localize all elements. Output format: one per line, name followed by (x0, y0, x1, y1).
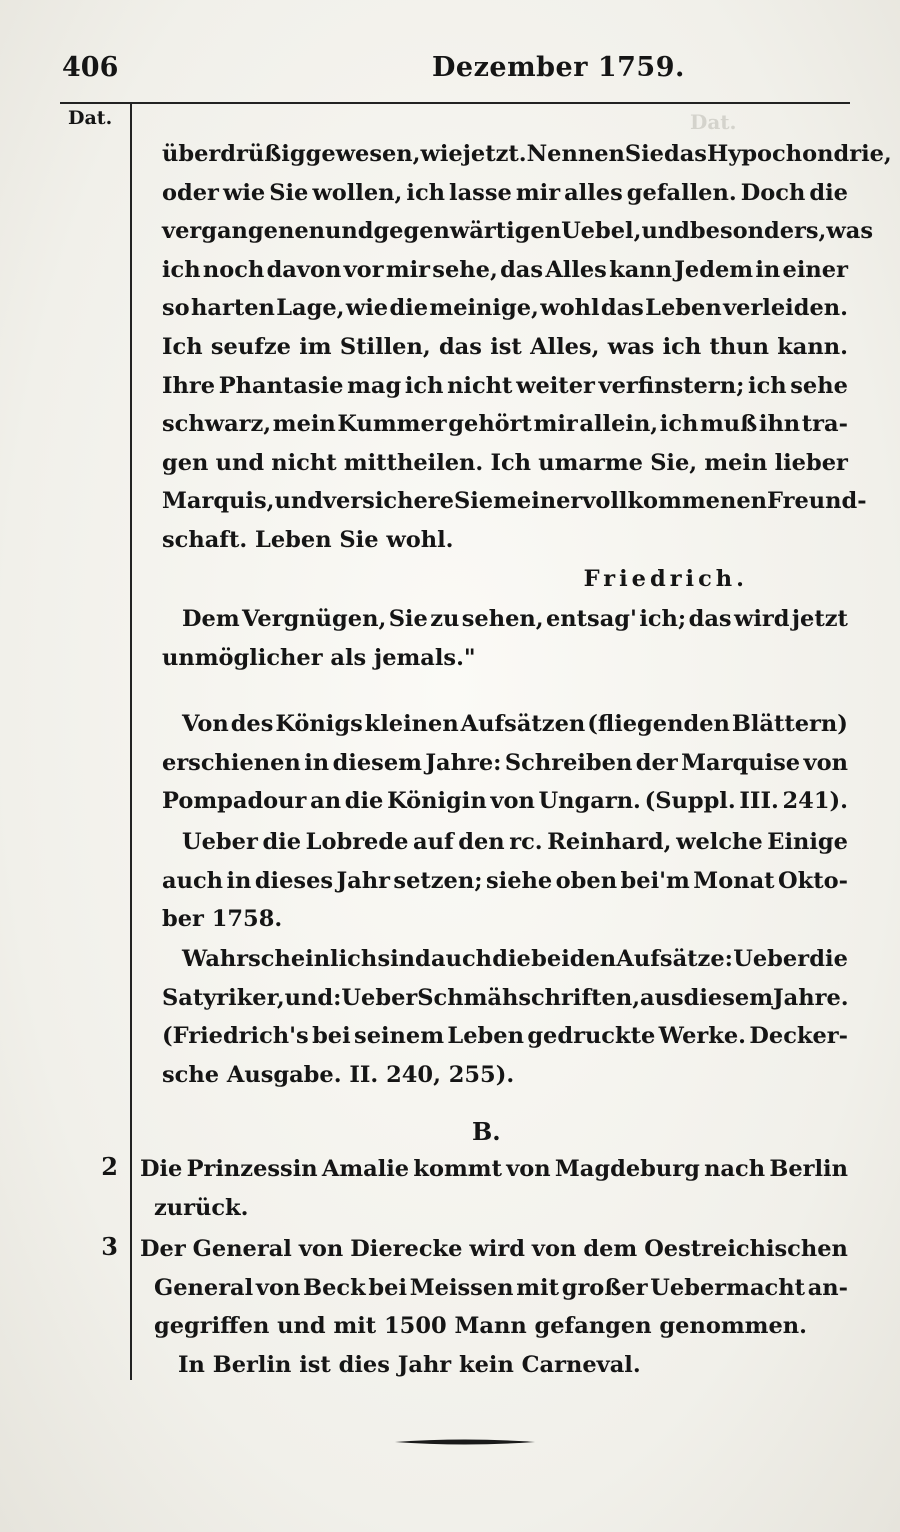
word: Leben (645, 295, 722, 322)
word: wollen, (312, 179, 403, 206)
word: die (809, 179, 848, 206)
word: in (226, 867, 252, 894)
word: die (492, 946, 531, 972)
page-number: 406 (62, 52, 119, 83)
text-line (162, 367, 848, 406)
word: Okto- (778, 867, 848, 894)
word: gedruckte (527, 1023, 656, 1050)
word: Lage, (276, 295, 345, 322)
text-line (162, 444, 848, 483)
word: lasse (449, 179, 512, 206)
word: kann. (777, 333, 848, 360)
word: Schreiben (504, 749, 633, 776)
word: davon (266, 256, 342, 283)
word: kleinen (364, 711, 459, 737)
word: sehen, (461, 606, 544, 632)
text-line (162, 174, 848, 213)
word: und (641, 218, 690, 245)
signature-text: Friedrich. (583, 566, 748, 592)
word: Berlin (769, 1156, 848, 1182)
word: mag (347, 372, 402, 399)
word: auch (162, 867, 223, 894)
word: Decker- (749, 1023, 848, 1050)
word: Reinhard, (547, 829, 672, 855)
word: einer (782, 256, 848, 283)
word: vor (343, 256, 384, 283)
word: mit (516, 1274, 559, 1301)
word: oder (162, 179, 219, 206)
letter-body (162, 135, 892, 560)
text-line (162, 212, 873, 251)
word: zu (430, 606, 460, 632)
word: Aufsätzen (460, 711, 586, 737)
text-line (162, 782, 848, 821)
word: vergangenen (162, 218, 325, 245)
word: Lobrede (305, 829, 409, 855)
word: ist (490, 333, 522, 360)
text-line (162, 135, 892, 174)
word: mir (385, 256, 431, 283)
word: Jedem (674, 256, 754, 283)
word: Jahre. (773, 984, 849, 1011)
word: mittheilen. (343, 449, 484, 476)
running-head: Dezember 1759. (432, 52, 685, 83)
word: die (809, 946, 848, 972)
word: dieses (254, 867, 334, 894)
word: Alles, (530, 333, 600, 360)
word: kann (609, 256, 673, 283)
word: Ich (490, 449, 532, 476)
word: Leben (447, 1023, 524, 1050)
word: setzen; (393, 867, 483, 894)
word: Werke. (658, 1023, 747, 1050)
word: alles (564, 179, 623, 206)
word: überdrüßig (162, 141, 306, 167)
word: gen (162, 449, 209, 476)
word: Ihre (162, 372, 216, 399)
paragraph-aufsaetze (162, 705, 848, 821)
word: nicht (447, 372, 513, 399)
ornament-rule-icon (395, 1438, 535, 1446)
word: von (298, 1236, 344, 1262)
text-line (162, 823, 848, 862)
header-rule (60, 102, 850, 104)
word: sehe (790, 372, 848, 399)
word: beiden (531, 946, 617, 972)
word: so (162, 295, 190, 322)
word: jetzt (791, 606, 848, 632)
text-line (162, 328, 848, 367)
word: auf (413, 829, 454, 855)
word: gegenwärtigen (373, 218, 562, 245)
word: diesem (683, 984, 774, 1011)
text-line (140, 1230, 848, 1269)
word: tra- (801, 411, 848, 438)
word: in (755, 256, 781, 283)
word: Meissen (409, 1274, 514, 1301)
word: Uebermacht (650, 1274, 805, 1301)
word: Ueber (341, 984, 418, 1011)
word: das (500, 256, 544, 283)
word: diesem (332, 749, 422, 776)
word: Sie, (650, 449, 698, 476)
signature (162, 560, 848, 599)
text-line (162, 289, 848, 328)
word: Uebel, (561, 218, 642, 245)
word: wie (420, 141, 463, 167)
word: rc. (509, 829, 543, 855)
text-line (162, 862, 848, 901)
word: umarme (538, 449, 643, 476)
word: in (304, 749, 330, 776)
word: Marquise (681, 749, 801, 776)
text-line (162, 979, 848, 1018)
word: die (344, 788, 384, 815)
word: 241). (782, 788, 848, 815)
word: (Friedrich's (162, 1023, 309, 1050)
word: Phantasie (218, 372, 344, 399)
end-ornament (395, 1438, 535, 1446)
word: Oestreichischen (644, 1236, 848, 1262)
word: Wahrscheinlich (182, 946, 378, 972)
page-header (60, 52, 850, 92)
word: mein (272, 411, 336, 438)
word: jetzt. (462, 141, 527, 167)
word: ich (662, 333, 702, 360)
word: Jahre: (425, 749, 502, 776)
text-line (162, 940, 848, 979)
word: Amalie (321, 1156, 410, 1182)
word: von (531, 1236, 577, 1262)
section-heading: B. (472, 1117, 501, 1146)
word: Sie (388, 606, 428, 632)
text-line (162, 600, 848, 639)
word: Pompadour (162, 788, 307, 815)
word: nicht (271, 449, 337, 476)
word: Freund- (767, 488, 867, 515)
word: harten (191, 295, 275, 322)
text-line: gegriffen und mit 1500 Mann gefangen genommen. (154, 1313, 807, 1340)
word: an (310, 788, 342, 815)
word: das (688, 606, 732, 632)
word: oben (555, 867, 618, 894)
margin-rule (130, 102, 132, 1380)
word: Beck (303, 1274, 366, 1301)
word: siehe (486, 867, 553, 894)
word: kommt (413, 1156, 502, 1182)
word: Doch (740, 179, 806, 206)
entry-3 (140, 1230, 848, 1384)
text-line (162, 705, 848, 744)
word: nach (704, 1156, 766, 1182)
paragraph-satyriker (162, 940, 848, 1094)
word: besonders, (689, 218, 827, 245)
word: welche (676, 829, 763, 855)
postscript (162, 600, 848, 677)
word: wird (734, 606, 790, 632)
word: Marquis, (162, 488, 275, 515)
word: (fliegenden (587, 711, 730, 737)
word: Nennen (526, 141, 625, 167)
text-line (162, 1017, 848, 1056)
word: thun (709, 333, 769, 360)
word: ich (162, 256, 201, 283)
text-line: unmöglicher als jemals." (162, 644, 476, 671)
word: Sie (453, 488, 494, 515)
word: ich (404, 372, 444, 399)
word: von (803, 749, 848, 776)
word: mir (515, 179, 561, 206)
text-line: zurück. (154, 1194, 249, 1221)
text-line: schaft. Leben Sie wohl. (162, 526, 454, 553)
word: Vergnügen, (242, 606, 387, 632)
text-line (162, 744, 848, 783)
entry-date: 3 (101, 1232, 118, 1261)
word: ihn (758, 411, 801, 438)
text-line (162, 251, 848, 290)
word: von (490, 788, 535, 815)
word: das (438, 333, 482, 360)
word: gehört (448, 411, 532, 438)
word: was (607, 333, 655, 360)
text-line (162, 482, 867, 521)
word: ich (406, 179, 445, 206)
word: an- (807, 1274, 848, 1301)
word: Dierecke (350, 1236, 463, 1262)
word: wohl (540, 295, 600, 322)
word: bei'm (620, 867, 690, 894)
word: vollkommenen (582, 488, 768, 515)
word: entsag' (545, 606, 637, 632)
paragraph-lobrede (162, 823, 848, 939)
text-line: sche Ausgabe. II. 240, 255). (162, 1061, 515, 1088)
word: schwarz, (162, 411, 272, 438)
word: meinige, (429, 295, 539, 322)
word: die (389, 295, 429, 322)
word: Kummer (337, 411, 447, 438)
word: Alles (545, 256, 607, 283)
word: im (299, 333, 332, 360)
word: großer (561, 1274, 648, 1301)
word: verleiden. (723, 295, 848, 322)
word: Ueber (182, 829, 258, 855)
text-line: ber 1758. (162, 906, 283, 933)
date-column-label: Dat. (68, 107, 113, 129)
word: verfinstern; (598, 372, 745, 399)
text-line (140, 1150, 848, 1189)
word: Ich (162, 333, 203, 360)
word: des (230, 711, 274, 737)
word: das (600, 295, 644, 322)
word: mir (533, 411, 578, 438)
word: ich (659, 411, 699, 438)
word: den (458, 829, 505, 855)
text-line: In Berlin ist dies Jahr kein Carneval. (178, 1351, 641, 1378)
word: gewesen, (305, 141, 421, 167)
bleed-through-text: Dat. (690, 110, 737, 134)
word: Sie (624, 141, 664, 167)
letter-signature-block (162, 560, 848, 599)
word: wie (222, 179, 266, 206)
word: Einige (767, 829, 848, 855)
word: General (154, 1274, 254, 1301)
word: Prinzessin (186, 1156, 318, 1182)
word: wie (345, 295, 389, 322)
word: der (635, 749, 678, 776)
word: Die (140, 1156, 183, 1182)
word: Ungarn. (538, 788, 641, 815)
word: wird (469, 1236, 525, 1262)
word: sind (377, 946, 431, 972)
text-line (162, 405, 848, 444)
entry-date: 2 (101, 1152, 118, 1181)
word: sehe, (432, 256, 498, 283)
word: von (255, 1274, 301, 1301)
word: muß (700, 411, 758, 438)
word: seinem (354, 1023, 445, 1050)
word: Hypochondrie, (706, 141, 892, 167)
word: Von (182, 711, 229, 737)
word: Königs (275, 711, 363, 737)
word: seufze (210, 333, 291, 360)
word: weiter (516, 372, 595, 399)
word: Schmähschriften, (417, 984, 641, 1011)
word: versichere (322, 488, 454, 515)
word: bei (312, 1023, 351, 1050)
word: lieber (774, 449, 848, 476)
word: und (215, 449, 265, 476)
word: meiner (493, 488, 583, 515)
word: erschienen (162, 749, 301, 776)
word: und: (284, 984, 342, 1011)
entry-2 (140, 1150, 848, 1227)
word: die (262, 829, 302, 855)
word: Jahr (336, 867, 390, 894)
word: Satyriker, (162, 984, 285, 1011)
word: Stillen, (339, 333, 431, 360)
word: Dem (182, 606, 240, 632)
text-line (140, 1269, 848, 1308)
word: (Suppl. (644, 788, 736, 815)
word: III. (739, 788, 779, 815)
word: von (506, 1156, 551, 1182)
word: allein, (579, 411, 659, 438)
word: Sie (269, 179, 309, 206)
word: Der (140, 1236, 186, 1262)
word: gefallen. (626, 179, 737, 206)
word: und (274, 488, 323, 515)
word: General (192, 1236, 292, 1262)
word: ich; (639, 606, 687, 632)
word: auch (431, 946, 493, 972)
word: Aufsätze: (616, 946, 733, 972)
word: Königin (387, 788, 487, 815)
word: dem (583, 1236, 638, 1262)
word: Blättern) (731, 711, 848, 737)
word: Monat (693, 867, 775, 894)
word: ich (748, 372, 787, 399)
word: das (664, 141, 707, 167)
word: was (826, 218, 873, 245)
word: mein (704, 449, 768, 476)
word: noch (202, 256, 265, 283)
word: bei (368, 1274, 408, 1301)
word: Ueber (733, 946, 810, 972)
word: Magdeburg (554, 1156, 700, 1182)
word: aus (640, 984, 684, 1011)
word: und (325, 218, 374, 245)
